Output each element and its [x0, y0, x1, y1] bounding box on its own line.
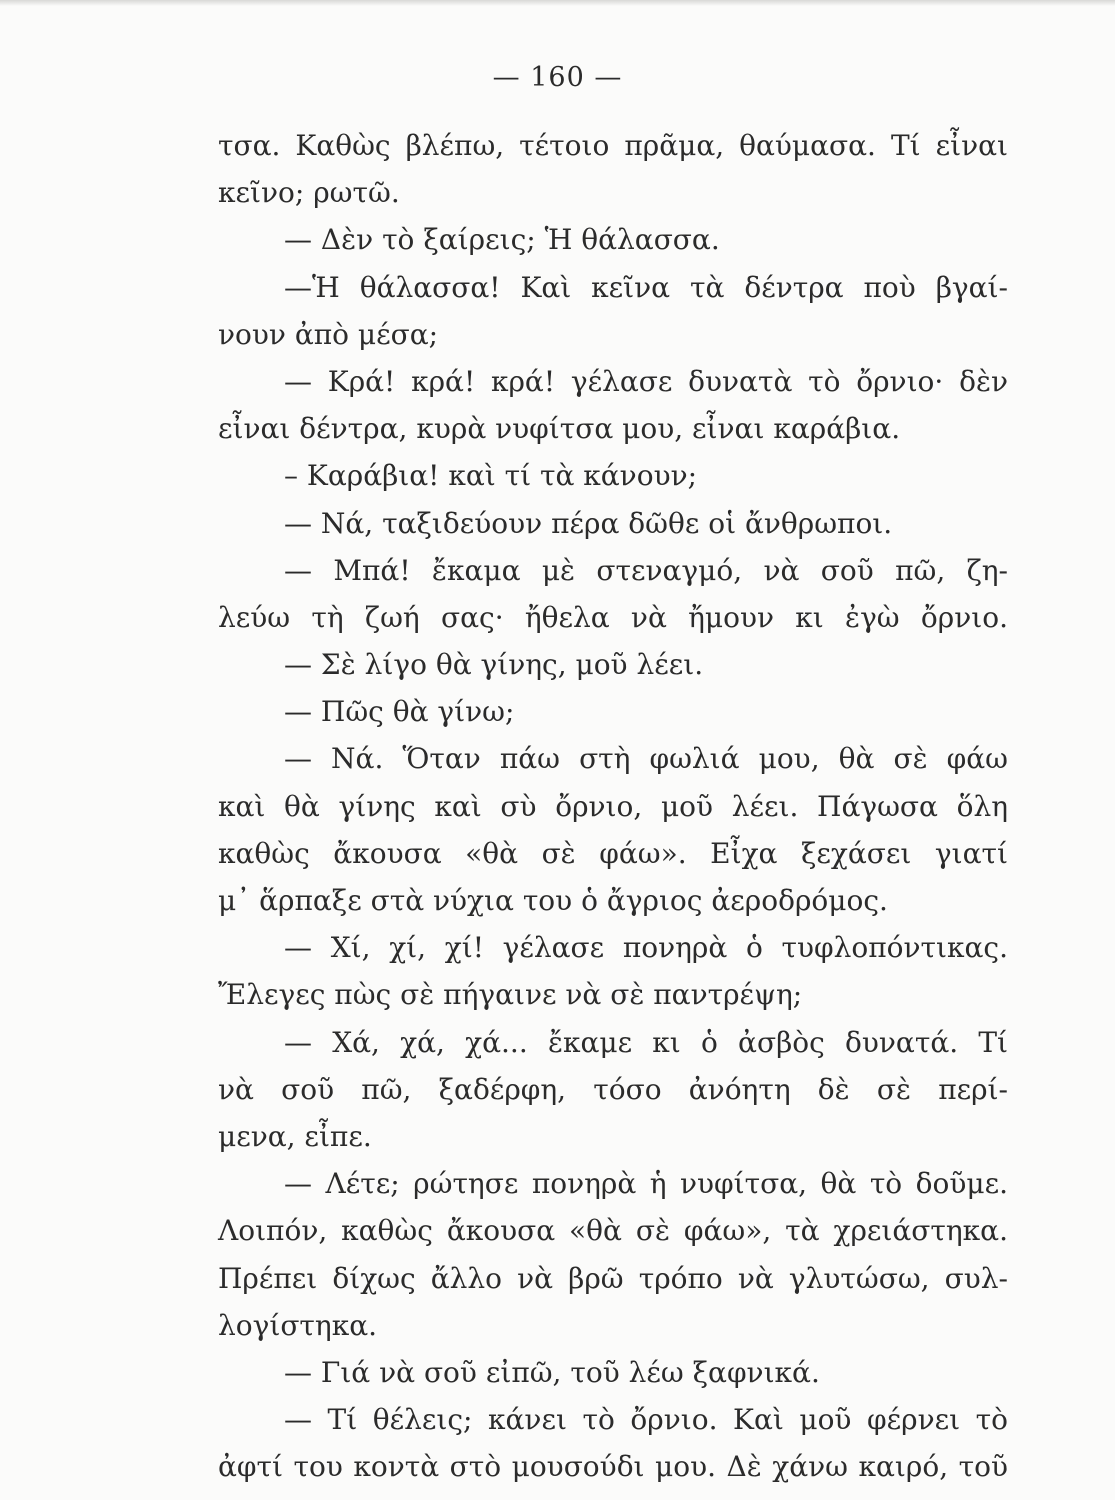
text-line: — Νά, ταξιδεύουν πέρα δῶθε οἱ ἄνθρωποι.	[284, 506, 893, 540]
text-line: εἶναι δέντρα, κυρὰ νυφίτσα μου, εἶναι καράβια.	[218, 412, 901, 446]
text-line: —Ἡ θάλασσα! Καὶ κεῖνα τὰ δέντρα ποὺ βγαί-	[284, 270, 1008, 304]
body-text	[218, 122, 1008, 1490]
text-line: λεύω τὴ ζωή σας· ἤθελα νὰ ἤμουν κι ἐγὼ ὄρνιο.	[218, 600, 1008, 634]
text-line: — Μπά! ἔκαμα μὲ στεναγμό, νὰ σοῦ πῶ, ζη-	[284, 553, 1008, 587]
text-line: — Πῶς θὰ γίνω;	[284, 695, 515, 729]
text-line: νουν ἀπὸ μέσα;	[218, 317, 439, 351]
page-number: — 160 —	[492, 62, 623, 93]
text-line: καθὼς ἄκουσα «θὰ σὲ φάω». Εἶχα ξεχάσει γιατί	[218, 836, 1008, 870]
text-line: — Χί, χί, χί! γέλασε πονηρὰ ὁ τυφλοπόντικας.	[284, 931, 1008, 965]
text-line: μ᾽ ἅρπαξε στὰ νύχια του ὁ ἄγριος ἀεροδρόμος.	[218, 884, 888, 917]
text-line: νὰ σοῦ πῶ, ξαδέρφη, τόσο ἀνόητη δὲ σὲ περί-	[218, 1072, 1008, 1106]
text-line: Λοιπόν, καθὼς ἄκουσα «θὰ σὲ φάω», τὰ χρειάστηκα.	[218, 1214, 1008, 1248]
text-line: Πρέπει δίχως ἄλλο νὰ βρῶ τρόπο νὰ γλυτώσω, συλ-	[218, 1261, 1008, 1295]
text-line: — Σὲ λίγο θὰ γίνης, μοῦ λέει.	[284, 648, 704, 682]
text-line: – Καράβια! καὶ τί τὰ κάνουν;	[284, 459, 698, 493]
text-line: — Τί θέλεις; κάνει τὸ ὄρνιο. Καὶ μοῦ φέρνει τὸ	[284, 1403, 1008, 1437]
text-line: ἀφτί του κοντὰ στὸ μουσούδι μου. Δὲ χάνω καιρό, τοῦ	[218, 1450, 1008, 1484]
text-line: — Νά. Ὅταν πάω στὴ φωλιά μου, θὰ σὲ φάω	[284, 742, 1008, 776]
text-line: — Λέτε; ρώτησε πονηρὰ ἡ νυφίτσα, θὰ τὸ δοῦμε.	[284, 1167, 1008, 1201]
text-line: — Δὲν τὸ ξαίρεις; Ἡ θάλασσα.	[284, 223, 720, 257]
text-line: Ἔλεγες πὼς σὲ πήγαινε νὰ σὲ παντρέψη;	[218, 978, 803, 1012]
text-line: — Κρά! κρά! κρά! γέλασε δυνατὰ τὸ ὄρνιο· δὲν	[284, 364, 1008, 398]
page-top-edge	[0, 0, 1115, 6]
text-line: λογίστηκα.	[218, 1308, 378, 1342]
text-line: κεῖνο; ρωτῶ.	[218, 176, 400, 210]
text-line: — Χά, χά, χά... ἔκαμε κι ὁ ἀσβὸς δυνατά. Τί	[284, 1025, 1008, 1059]
text-line: τσα. Καθὼς βλέπω, τέτοιο πρᾶμα, θαύμασα. Τί εἶναι	[218, 129, 1008, 162]
text-line: καὶ θὰ γίνης καὶ σὺ ὄρνιο, μοῦ λέει. Πάγωσα ὅλη	[218, 789, 1008, 823]
text-line: — Γιά νὰ σοῦ εἰπῶ, τοῦ λέω ξαφνικά.	[284, 1355, 820, 1389]
text-line: μενα, εἶπε.	[218, 1119, 372, 1153]
